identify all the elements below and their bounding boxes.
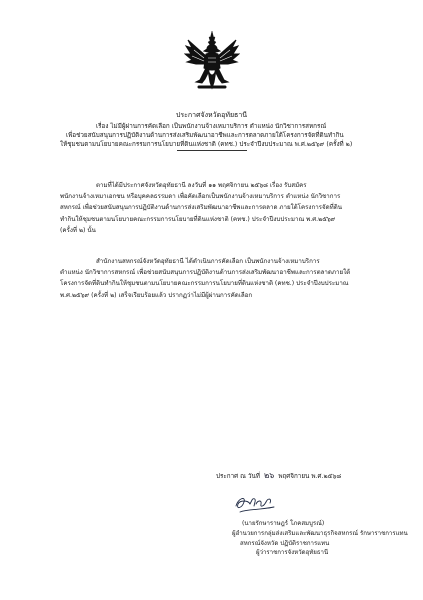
paragraph-2 bbox=[60, 256, 350, 301]
divider bbox=[177, 150, 247, 151]
garuda-emblem-icon bbox=[184, 30, 240, 92]
signatory-position: สหกรณ์จังหวัด ปฏิบัติราชการแทน bbox=[240, 539, 330, 547]
dateline bbox=[216, 469, 341, 482]
subject-block bbox=[60, 122, 360, 150]
paragraph-line: โครงการจัดที่ดินทำกินให้ชุมชนตามนโยบายคณะกรรมการนโยบายที่ดินแห่งชาติ (คทช.) ประจำปีงบประมาณ bbox=[60, 280, 349, 288]
paragraph-line: พนักงานจ้างเหมาเอกชน หรือบุคคลธรรมดา เพื่อคัดเลือกเป็นพนักงานจ้างเหมาบริการ ตำแหน่ง นักวิชาการ bbox=[60, 193, 341, 201]
dateline-prefix: ประกาศ ณ วันที่ bbox=[216, 473, 260, 480]
signatory-name: (นายรักษาราษฎร์ โภคสมบูรณ์) bbox=[242, 520, 325, 527]
subject-line: เพื่อช่วยสนับสนุนการปฏิบัติงานด้านการส่งเสริมพัฒนาอาชีพและการตลาดภายใต้โครงการจัดที่ดินทำกิน bbox=[66, 132, 344, 140]
subject-line: เรื่อง ไม่มีผู้ผ่านการคัดเลือก เป็นพนักงานจ้างเหมาบริการ ตำแหน่ง นักวิชาการสหกรณ์ bbox=[96, 123, 327, 130]
dateline-day: ๒๖ bbox=[263, 471, 275, 480]
paragraph-1 bbox=[60, 180, 342, 236]
handwritten-signature bbox=[230, 492, 280, 518]
signatory-block bbox=[232, 519, 408, 558]
paragraph-line: ตามที่ได้มีประกาศจังหวัดอุทัยธานี ลงวันที่ ๑๑ พฤศจิกายน ๒๕๖๘ เรื่อง รับสมัคร bbox=[96, 182, 307, 189]
paragraph-line: พ.ศ.๒๕๖๙ (ครั้งที่ ๒) เสร็จเรียบร้อยแล้ว ปรากฏว่าไม่มีผู้ผ่านการคัดเลือก bbox=[60, 291, 253, 299]
subject-line: ให้ชุมชนตามนโยบายคณะกรรมการนโยบายที่ดินแห่งชาติ (คทช.) ประจำปีงบประมาณ พ.ศ.๒๕๖๙ (ครั้งที่ ๒) bbox=[60, 141, 353, 149]
signatory-position: ผู้ว่าราชการจังหวัดอุทัยธานี bbox=[256, 549, 329, 557]
paragraph-line: ตำแหน่ง นักวิชาการสหกรณ์ เพื่อช่วยสนับสนุนการปฏิบัติงานด้านการส่งเสริมพัฒนาอาชีพและการตลาดภายใต้ bbox=[60, 269, 351, 277]
signatory-position: ผู้อำนวยการกลุ่มส่งเสริมและพัฒนาธุรกิจสหกรณ์ รักษาราชการแทน bbox=[232, 529, 408, 537]
document-title: ประกาศจังหวัดอุทัยธานี bbox=[175, 111, 248, 119]
paragraph-line: (ครั้งที่ ๒) นั้น bbox=[60, 226, 96, 234]
paragraph-line: สำนักงานสหกรณ์จังหวัดอุทัยธานี ได้ดำเนินการคัดเลือก เป็นพนักงานจ้างเหมาบริการ bbox=[96, 258, 320, 265]
paragraph-line: ทำกินให้ชุมชนตามนโยบายคณะกรรมการนโยบายที่ดินแห่งชาติ (คทช.) ประจำปีงบประมาณ พ.ศ.๒๕๖๙ bbox=[60, 215, 336, 223]
dateline-suffix: พฤศจิกายน พ.ศ.๒๕๖๘ bbox=[278, 473, 342, 480]
paragraph-line: สหกรณ์ เพื่อช่วยสนับสนุนการปฏิบัติงานด้านการส่งเสริมพัฒนาอาชีพและการตลาด ภายใต้โครงการจัดที่ดิน bbox=[60, 204, 342, 212]
